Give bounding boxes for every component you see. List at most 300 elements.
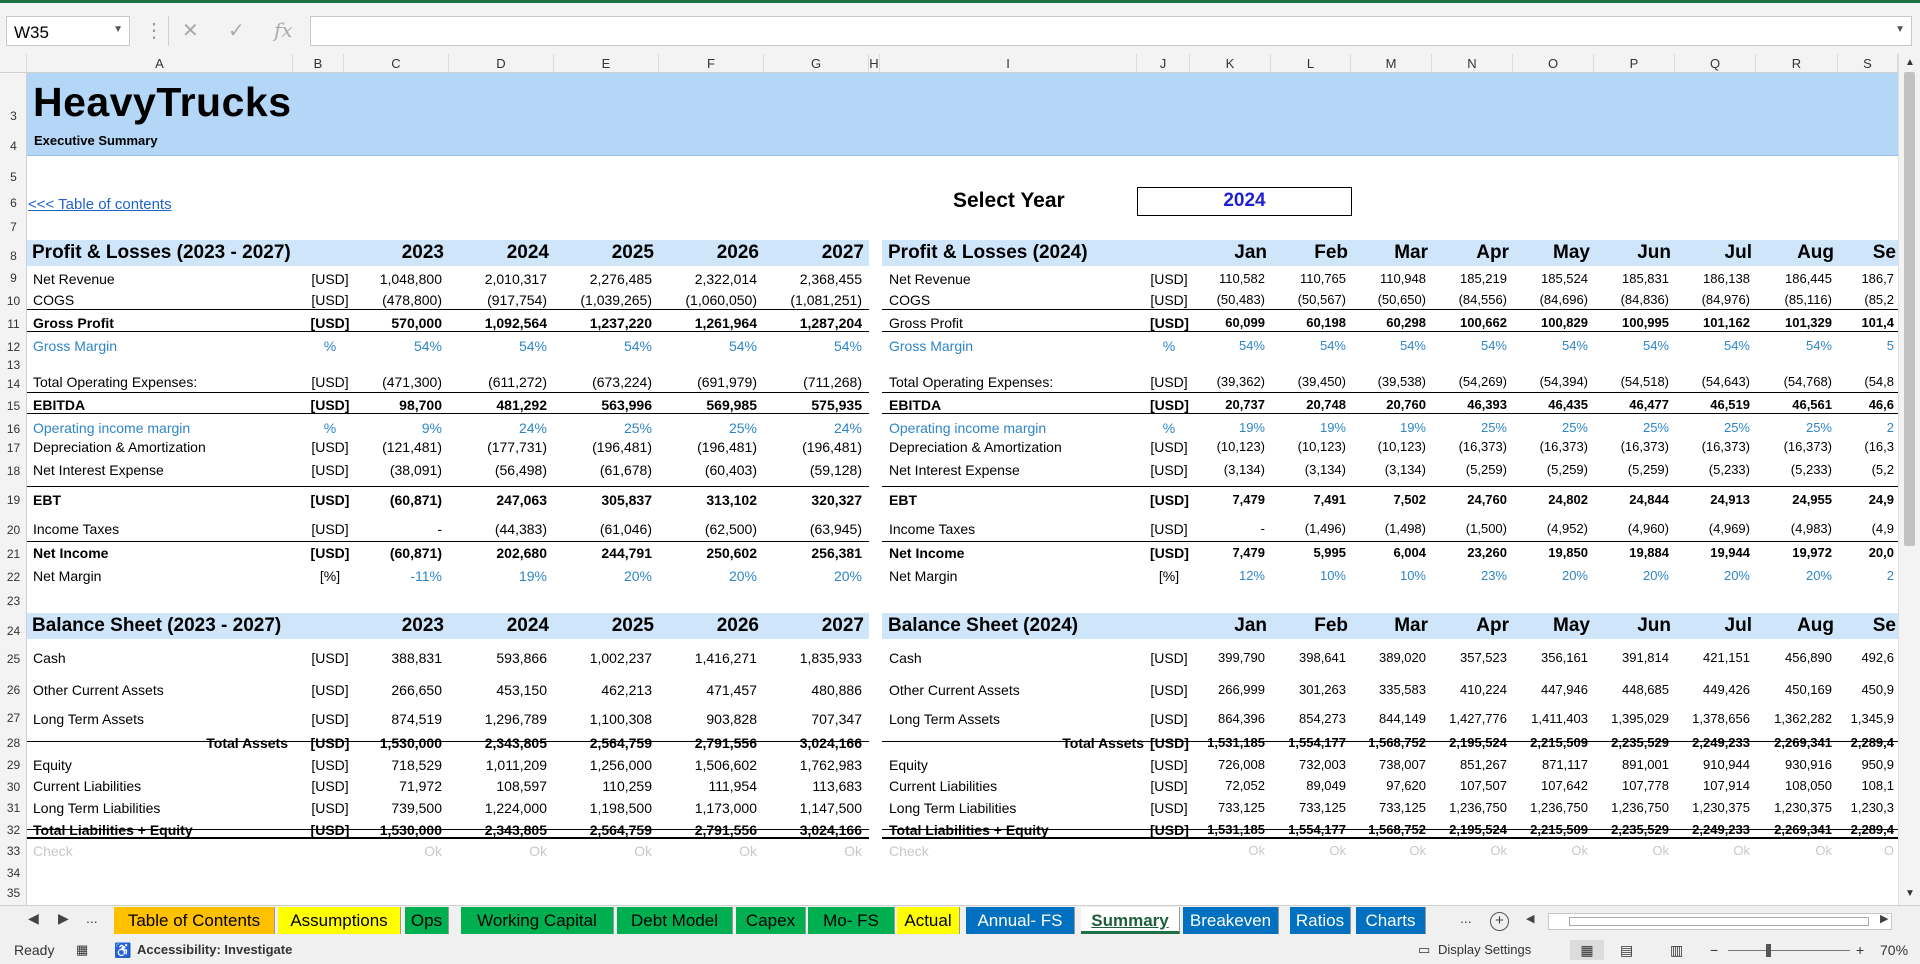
- bs_monthly-cell: 72,052: [1225, 778, 1265, 793]
- pl_monthly-cell: 54%: [1642, 338, 1669, 353]
- pl_annual-cell: (471,300): [382, 374, 442, 390]
- zoom-out-button[interactable]: −: [1710, 942, 1719, 958]
- page-subtitle: Executive Summary: [34, 133, 158, 148]
- column-header-p[interactable]: P: [1594, 54, 1675, 73]
- pl_monthly-col-header: Jun: [1637, 242, 1671, 263]
- more-options-icon[interactable]: ⋮: [144, 20, 164, 42]
- bs_annual-row-unit: [USD]: [311, 711, 349, 727]
- pl_annual-cell: 2,276,485: [589, 271, 652, 287]
- pl_monthly-cell: (16,373): [1620, 439, 1669, 454]
- horizontal-scrollbar[interactable]: [1548, 913, 1892, 930]
- pl_annual-cell: (691,979): [697, 374, 757, 390]
- tab-table-of-contents[interactable]: Table of Contents: [114, 907, 275, 934]
- pl_monthly-row-label: Income Taxes: [889, 521, 976, 537]
- row-header-12[interactable]: 12: [6, 340, 21, 354]
- pl_annual-row-label: EBT: [33, 492, 61, 508]
- tab-ratios[interactable]: Ratios: [1290, 907, 1351, 934]
- pl_monthly-cell: (4,960): [1627, 521, 1669, 536]
- row-header-18[interactable]: 18: [6, 464, 21, 478]
- pl_monthly-cell: 185,524: [1541, 271, 1588, 286]
- mono-border-ebitda: [882, 392, 1898, 393]
- bs_annual-row-unit: [USD]: [310, 822, 350, 838]
- bs_monthly-cell: 726,008: [1218, 757, 1265, 772]
- bs_monthly-col-header: Mar: [1394, 615, 1428, 636]
- select-all-corner[interactable]: [0, 54, 27, 73]
- bs_annual-row-unit: [USD]: [311, 682, 349, 698]
- bs_monthly-cell: 335,583: [1379, 682, 1426, 697]
- tab-capex[interactable]: Capex: [736, 907, 806, 934]
- bs_monthly-cell: 738,007: [1379, 757, 1426, 772]
- bs_monthly-col-header: Aug: [1797, 615, 1834, 636]
- pl_annual-col-header: 2024: [506, 242, 549, 263]
- bs_annual-cell: 1,100,308: [589, 711, 652, 727]
- status-bar: [0, 937, 1920, 964]
- enter-check-icon[interactable]: ✓: [228, 20, 245, 42]
- row-header-11[interactable]: 11: [7, 317, 20, 331]
- bs_monthly-cell: 2,195,524: [1449, 822, 1507, 837]
- tab-breakeven[interactable]: Breakeven: [1183, 907, 1279, 934]
- row-header-30[interactable]: 30: [6, 780, 21, 794]
- pl_monthly-cell: 25%: [1805, 420, 1832, 435]
- row-header-29[interactable]: 29: [6, 758, 21, 772]
- pl_monthly-cell: (3,134): [1384, 462, 1426, 477]
- pl_monthly-cell: 6,004: [1393, 545, 1426, 560]
- pl_monthly-row-unit: [USD]: [1150, 439, 1188, 455]
- bs_monthly-cell: 2,235,529: [1611, 735, 1669, 750]
- row-header-10[interactable]: 10: [6, 294, 21, 308]
- row-header-9[interactable]: 9: [10, 271, 17, 285]
- zoom-slider-track[interactable]: [1728, 950, 1850, 951]
- pl_annual-row-unit: [USD]: [311, 374, 349, 390]
- bs_monthly-cell: 1,230,375: [1692, 800, 1750, 815]
- column-header-l[interactable]: L: [1271, 54, 1351, 73]
- bs_monthly-row-unit: [USD]: [1150, 711, 1188, 727]
- row-header-14[interactable]: 14: [6, 377, 21, 391]
- pl_annual-cell: (611,272): [488, 374, 547, 390]
- row-header-22[interactable]: 22: [6, 570, 21, 584]
- pl_monthly-cell: 20%: [1723, 568, 1750, 583]
- bs_monthly-cell: 871,117: [1541, 757, 1588, 772]
- column-header-a[interactable]: A: [27, 54, 293, 73]
- pl_annual-cell: (196,481): [592, 439, 652, 455]
- tab-actual[interactable]: Actual: [897, 907, 960, 934]
- pl_annual-cell: 1,048,800: [379, 271, 442, 287]
- pl_monthly-row-label: COGS: [889, 292, 931, 308]
- pl_monthly-cell: (16,3: [1864, 439, 1894, 454]
- bs_monthly-cell: 1,531,185: [1207, 822, 1265, 837]
- row-header-23[interactable]: 23: [6, 594, 21, 608]
- bs_monthly-cell: 449,426: [1703, 682, 1750, 697]
- pl_monthly-cell: 20,737: [1225, 397, 1265, 412]
- title-band: [27, 73, 1898, 156]
- bs_annual-cell: 388,831: [391, 650, 442, 666]
- pl_monthly-cell: 24,913: [1710, 492, 1750, 507]
- column-header-e[interactable]: E: [554, 54, 659, 73]
- row-header-32[interactable]: 32: [6, 823, 21, 837]
- row-header-24[interactable]: 24: [6, 624, 21, 638]
- pl_monthly-row-unit: [USD]: [1150, 315, 1189, 331]
- ann-border-tle: [27, 829, 869, 830]
- pl_annual-cell: 24%: [518, 420, 547, 436]
- bs_annual-cell: 111,954: [708, 778, 757, 794]
- sheet-tabs-bar: [0, 905, 1920, 937]
- pl_monthly-cell: (54,8: [1864, 374, 1894, 389]
- column-header-o[interactable]: O: [1513, 54, 1594, 73]
- pl_monthly-cell: 60,198: [1306, 315, 1346, 330]
- pl_monthly-cell: 24,844: [1629, 492, 1669, 507]
- scroll-up-icon[interactable]: ▲: [1905, 57, 1915, 68]
- pl_monthly-row-unit: [USD]: [1150, 397, 1189, 413]
- zoom-slider-thumb[interactable]: [1766, 944, 1771, 957]
- row-header-33[interactable]: 33: [6, 844, 21, 858]
- row-header-20[interactable]: 20: [6, 523, 21, 537]
- column-header-g[interactable]: G: [764, 54, 869, 73]
- mono-border-totalassets: [882, 741, 1898, 742]
- bs_monthly-col-header: Jan: [1234, 615, 1267, 636]
- bs_monthly-row-unit: [USD]: [1150, 682, 1188, 698]
- pl_annual-cell: 2,322,014: [694, 271, 757, 287]
- pl_monthly-row-unit: [USD]: [1150, 271, 1188, 287]
- pl_monthly-cell: 54%: [1319, 338, 1346, 353]
- bs_monthly-cell: 732,003: [1299, 757, 1346, 772]
- pl_annual-cell: (196,481): [802, 439, 862, 455]
- page-layout-view-icon[interactable]: ▤: [1620, 942, 1634, 958]
- row-header-16[interactable]: 16: [6, 422, 21, 436]
- bs_annual-cell: 108,597: [496, 778, 547, 794]
- formula-input[interactable]: [310, 16, 1912, 46]
- pl_monthly-cell: (3,134): [1304, 462, 1346, 477]
- bs_monthly-cell: 2,289,4: [1850, 822, 1894, 837]
- macro-record-icon[interactable]: ▦: [76, 942, 89, 957]
- row-header-13[interactable]: 13: [6, 358, 21, 372]
- pl_monthly-cell: (16,373): [1783, 439, 1832, 454]
- tab-ops[interactable]: Ops: [405, 907, 449, 934]
- bs_annual-cell: 480,886: [811, 682, 862, 698]
- bs_annual-row-label: Current Liabilities: [33, 778, 142, 794]
- accessibility-icon[interactable]: ♿: [114, 942, 132, 958]
- pl_monthly-cell: 60,099: [1225, 315, 1265, 330]
- chevron-down-icon[interactable]: ▼: [113, 24, 123, 35]
- bs_annual-cell: 1,416,271: [694, 650, 757, 666]
- page-title: HeavyTrucks: [33, 79, 292, 125]
- pl_monthly-cell: 20%: [1642, 568, 1669, 583]
- row-header-34[interactable]: 34: [6, 866, 21, 880]
- hscroll-right-icon[interactable]: ▶: [1880, 913, 1889, 925]
- tab-scroll-left-icon[interactable]: ◀: [28, 910, 39, 926]
- bs_annual-cell: 1,835,933: [799, 650, 862, 666]
- column-header-m[interactable]: M: [1351, 54, 1432, 73]
- pl_monthly-cell: 20%: [1805, 568, 1832, 583]
- cancel-icon[interactable]: ✕: [182, 20, 199, 42]
- page-break-view-icon[interactable]: ▥: [1670, 942, 1684, 958]
- name-box[interactable]: [6, 16, 130, 46]
- bs_monthly-row-unit: [USD]: [1150, 735, 1189, 751]
- pl_monthly-cell: (39,450): [1297, 374, 1346, 389]
- pl_monthly-cell: 110,582: [1218, 271, 1265, 286]
- pl_monthly-cell: 110,948: [1379, 271, 1426, 286]
- pl_monthly-cell: 7,479: [1232, 545, 1265, 560]
- pl_annual-cell: (60,403): [704, 462, 757, 478]
- pl_monthly-cell: 19,972: [1792, 545, 1832, 560]
- pl_monthly-col-header: May: [1553, 242, 1590, 263]
- pl_monthly-col-header: Mar: [1394, 242, 1428, 263]
- bs_annual-cell: 2,343,805: [484, 822, 547, 838]
- pl_annual-cell: -: [437, 521, 442, 537]
- pl_annual-row-unit: [USD]: [310, 545, 350, 561]
- bs_annual-row-label: Equity: [33, 757, 72, 773]
- pl_annual-cell: (44,383): [494, 521, 547, 537]
- pl_annual-cell: 250,602: [706, 545, 757, 561]
- accessibility-status[interactable]: Accessibility: Investigate: [137, 942, 293, 957]
- pl_monthly-row-label: Depreciation & Amortization: [889, 439, 1062, 455]
- scroll-down-icon[interactable]: ▼: [1905, 888, 1915, 899]
- bs_monthly-cell: 107,914: [1703, 778, 1750, 793]
- pl_monthly-col-header: Aug: [1797, 242, 1834, 263]
- pl_annual-cell: 1,261,964: [694, 315, 757, 331]
- column-header-d[interactable]: D: [449, 54, 554, 73]
- bs_monthly-cell: 356,161: [1541, 650, 1588, 665]
- bs_annual-cell: 718,529: [391, 757, 442, 773]
- column-header-f[interactable]: F: [659, 54, 764, 73]
- bs_monthly-cell: 1,568,752: [1368, 822, 1426, 837]
- row-header-19[interactable]: 19: [6, 493, 21, 507]
- row-header-6[interactable]: 6: [10, 196, 17, 210]
- tab-scroll-right-icon[interactable]: ▶: [58, 910, 69, 926]
- pl_annual-row-unit: [USD]: [311, 521, 349, 537]
- bs_monthly-cell: Ok: [1571, 843, 1588, 858]
- bs_annual-cell: 1,256,000: [589, 757, 652, 773]
- row-header-31[interactable]: 31: [6, 801, 21, 815]
- bs_monthly-cell: 2,249,233: [1692, 735, 1750, 750]
- display-settings[interactable]: Display Settings: [1438, 942, 1532, 957]
- column-header-i[interactable]: I: [880, 54, 1137, 73]
- name-box-value: W35: [14, 23, 49, 42]
- row-header-25[interactable]: 25: [6, 652, 21, 666]
- pl_monthly-cell: 20,0: [1868, 545, 1894, 560]
- bs_monthly-cell: 1,554,177: [1288, 822, 1346, 837]
- pl_monthly-col-header: Se: [1872, 242, 1896, 263]
- row-header-5[interactable]: 5: [10, 170, 17, 184]
- mono-border-netincome: [882, 541, 1898, 542]
- pl_monthly-cell: (39,538): [1377, 374, 1426, 389]
- ann-border-ebitda-b: [27, 413, 869, 414]
- pl_annual-cell: 54%: [728, 338, 757, 354]
- bs_monthly-cell: 2,289,4: [1850, 735, 1894, 750]
- pl_annual-row-label: Net Revenue: [33, 271, 115, 287]
- bs_annual-row-label: Check: [33, 843, 73, 859]
- bs_monthly-cell: 2,195,524: [1449, 735, 1507, 750]
- pl_annual-row-label: Depreciation & Amortization: [33, 439, 206, 455]
- bs_monthly-cell: 410,224: [1460, 682, 1507, 697]
- pl_monthly-cell: (5,2: [1871, 462, 1894, 477]
- pl_monthly-cell: (3,134): [1223, 462, 1265, 477]
- bs_monthly-col-header: Jul: [1724, 615, 1752, 636]
- row-header-35[interactable]: 35: [6, 886, 21, 900]
- column-header-n[interactable]: N: [1432, 54, 1513, 73]
- row-header-3[interactable]: 3: [10, 109, 17, 123]
- bs_monthly-cell: 492,6: [1861, 650, 1894, 665]
- bs_annual-cell: Ok: [739, 843, 757, 859]
- pl_annual-row-unit: [USD]: [310, 315, 350, 331]
- row-header-17[interactable]: 17: [6, 441, 21, 455]
- bs_annual-col-header: 2027: [821, 615, 864, 636]
- pl_annual-cell: 563,996: [601, 397, 652, 413]
- tab-charts[interactable]: Charts: [1356, 907, 1426, 934]
- pl_annual-cell: (478,800): [382, 292, 442, 308]
- pl_monthly-row-label: EBITDA: [889, 397, 942, 413]
- pl_monthly-cell: (54,768): [1783, 374, 1832, 389]
- pl_monthly-row-unit: %: [1162, 420, 1176, 436]
- pl_monthly-cell: 19%: [1238, 420, 1265, 435]
- bs_annual-cell: 471,457: [706, 682, 757, 698]
- pl_annual-cell: 25%: [623, 420, 652, 436]
- bs_annual-col-header: 2024: [506, 615, 549, 636]
- pl_annual-col-header: 2027: [821, 242, 864, 263]
- pl_monthly-cell: 101,162: [1703, 315, 1750, 330]
- pl_annual-cell: (917,754): [487, 292, 547, 308]
- tab-summary[interactable]: Summary: [1081, 907, 1180, 934]
- bs_monthly-row-label: Other Current Assets: [889, 682, 1020, 698]
- pl_monthly-cell: (10,123): [1216, 439, 1265, 454]
- bs_monthly-cell: 399,790: [1218, 650, 1265, 665]
- bs_monthly-cell: Ok: [1815, 843, 1832, 858]
- column-header-k[interactable]: K: [1190, 54, 1271, 73]
- bs_annual-cell: 593,866: [496, 650, 547, 666]
- pl_annual-col-header: 2025: [611, 242, 654, 263]
- hscroll-left-icon[interactable]: ◀: [1526, 913, 1535, 925]
- pl_annual-row-unit: [USD]: [311, 271, 349, 287]
- tab-mo-fs[interactable]: Mo- FS: [808, 907, 895, 934]
- pl_monthly-cell: 54%: [1561, 338, 1588, 353]
- hscroll-thumb[interactable]: [1569, 917, 1869, 926]
- pl_monthly-cell: 186,445: [1785, 271, 1832, 286]
- bs_monthly-cell: 1,230,375: [1774, 800, 1832, 815]
- pl_monthly-col-header: Jan: [1234, 242, 1267, 263]
- pl_monthly-cell: 10%: [1399, 568, 1426, 583]
- column-header-j[interactable]: J: [1137, 54, 1190, 73]
- add-sheet-button[interactable]: +: [1490, 912, 1509, 931]
- bs_annual-col-header: 2023: [401, 615, 444, 636]
- pl_monthly-cell: (4,9: [1871, 521, 1894, 536]
- bs_monthly-cell: 2,249,233: [1692, 822, 1750, 837]
- column-header-r[interactable]: R: [1756, 54, 1838, 73]
- pl_monthly-cell: 46,561: [1792, 397, 1832, 412]
- pl_annual-row-unit: %: [323, 338, 337, 354]
- tab-annual-fs[interactable]: Annual- FS: [966, 907, 1075, 934]
- bs_annual-cell: 1,173,000: [694, 800, 757, 816]
- bs_monthly-cell: Ok: [1652, 843, 1669, 858]
- column-header-c[interactable]: C: [344, 54, 449, 73]
- pl_monthly-cell: 46,393: [1467, 397, 1507, 412]
- pl_monthly-row-unit: %: [1162, 338, 1176, 354]
- pl_monthly-cell: (84,696): [1539, 292, 1588, 307]
- bs_monthly-cell: 2,269,341: [1774, 735, 1832, 750]
- bs_monthly-col-header: Apr: [1476, 615, 1509, 636]
- tab-more-right[interactable]: ...: [1460, 910, 1472, 926]
- scroll-thumb[interactable]: [1904, 72, 1915, 546]
- row-header-4[interactable]: 4: [10, 139, 17, 153]
- bs_monthly-cell: Ok: [1409, 843, 1426, 858]
- bs_annual-cell: 1,762,983: [799, 757, 862, 773]
- pl_monthly-row-label: Gross Profit: [889, 315, 963, 331]
- pl_annual-cell: 481,292: [496, 397, 547, 413]
- expand-formula-icon[interactable]: ▼: [1895, 24, 1905, 35]
- column-header-h[interactable]: H: [869, 56, 879, 71]
- row-header-15[interactable]: 15: [6, 399, 21, 413]
- ann-border-totalassets: [27, 741, 869, 742]
- tab-debt-model[interactable]: Debt Model: [617, 907, 733, 934]
- tab-more-left[interactable]: ...: [86, 910, 98, 926]
- bs_monthly-cell: 930,916: [1785, 757, 1832, 772]
- pl_monthly-cell: (50,567): [1297, 292, 1346, 307]
- zoom-in-button[interactable]: +: [1856, 942, 1865, 958]
- pl_monthly-cell: 20,748: [1306, 397, 1346, 412]
- column-header-q[interactable]: Q: [1675, 54, 1756, 73]
- display-settings-icon[interactable]: ▭: [1418, 942, 1431, 957]
- column-header-b[interactable]: B: [293, 54, 344, 73]
- row-header-7[interactable]: 7: [10, 220, 17, 234]
- pl_annual-cell: (1,081,251): [790, 292, 862, 308]
- bs_monthly-row-label: Total Liabilities + Equity: [889, 822, 1049, 838]
- pl_monthly-cell: (1,500): [1465, 521, 1507, 536]
- row-header-27[interactable]: 27: [6, 711, 21, 725]
- tab-working-capital[interactable]: Working Capital: [461, 907, 614, 934]
- bs_annual-row-label: Long Term Liabilities: [33, 800, 161, 816]
- bs_monthly-row-unit: [USD]: [1150, 822, 1189, 838]
- pl_monthly-cell: 54%: [1399, 338, 1426, 353]
- ann-border-ebitda: [27, 392, 869, 393]
- zoom-level[interactable]: 70%: [1880, 942, 1909, 958]
- select-year-input[interactable]: 2024: [1137, 187, 1352, 216]
- pl_monthly-row-label: EBT: [889, 492, 917, 508]
- row-header-8[interactable]: 8: [10, 249, 17, 263]
- pl_monthly-cell: 7,479: [1232, 492, 1265, 507]
- pl_monthly-cell: (54,269): [1458, 374, 1507, 389]
- bs_annual-cell: Ok: [529, 843, 547, 859]
- bs_monthly-cell: 357,523: [1460, 650, 1507, 665]
- pl_annual-cell: (61,046): [599, 521, 652, 537]
- pl_annual-cell: 1,237,220: [589, 315, 652, 331]
- vertical-scrollbar[interactable]: [1898, 54, 1920, 905]
- bs_monthly-row-label: Total Assets: [1062, 735, 1144, 751]
- row-header-28[interactable]: 28: [6, 736, 21, 750]
- pl_monthly-cell: 46,477: [1629, 397, 1669, 412]
- bs_monthly-cell: 851,267: [1460, 757, 1507, 772]
- bs_monthly-cell: 733,125: [1379, 800, 1426, 815]
- normal-view-icon[interactable]: ▦: [1570, 940, 1604, 960]
- toc-link[interactable]: <<< Table of contents: [28, 196, 172, 213]
- pl_monthly-row-unit: [USD]: [1150, 521, 1188, 537]
- mono-border-ebt: [882, 486, 1898, 487]
- bs_annual-cell: 1,011,209: [485, 757, 547, 773]
- pl_monthly-cell: 7,491: [1313, 492, 1346, 507]
- pl_annual-row-label: EBITDA: [33, 397, 86, 413]
- tab-assumptions[interactable]: Assumptions: [278, 907, 401, 934]
- pl_monthly-cell: 19,884: [1629, 545, 1669, 560]
- pl_annual-cell: 305,837: [601, 492, 652, 508]
- bs_annual-cell: 453,150: [496, 682, 547, 698]
- bs_monthly-cell: 1,531,185: [1207, 735, 1265, 750]
- pl_monthly-row-label: Net Interest Expense: [889, 462, 1020, 478]
- insert-function-icon[interactable]: fx: [274, 18, 293, 42]
- pl_annual-cell: 1,092,564: [484, 315, 547, 331]
- row-header-21[interactable]: 21: [6, 547, 21, 561]
- row-header-26[interactable]: 26: [6, 683, 21, 697]
- column-header-s[interactable]: S: [1838, 54, 1898, 73]
- pl_monthly-title: Profit & Losses (2024): [888, 242, 1088, 263]
- bs_annual-cell: 739,500: [391, 800, 442, 816]
- bs_monthly-row-label: Long Term Liabilities: [889, 800, 1017, 816]
